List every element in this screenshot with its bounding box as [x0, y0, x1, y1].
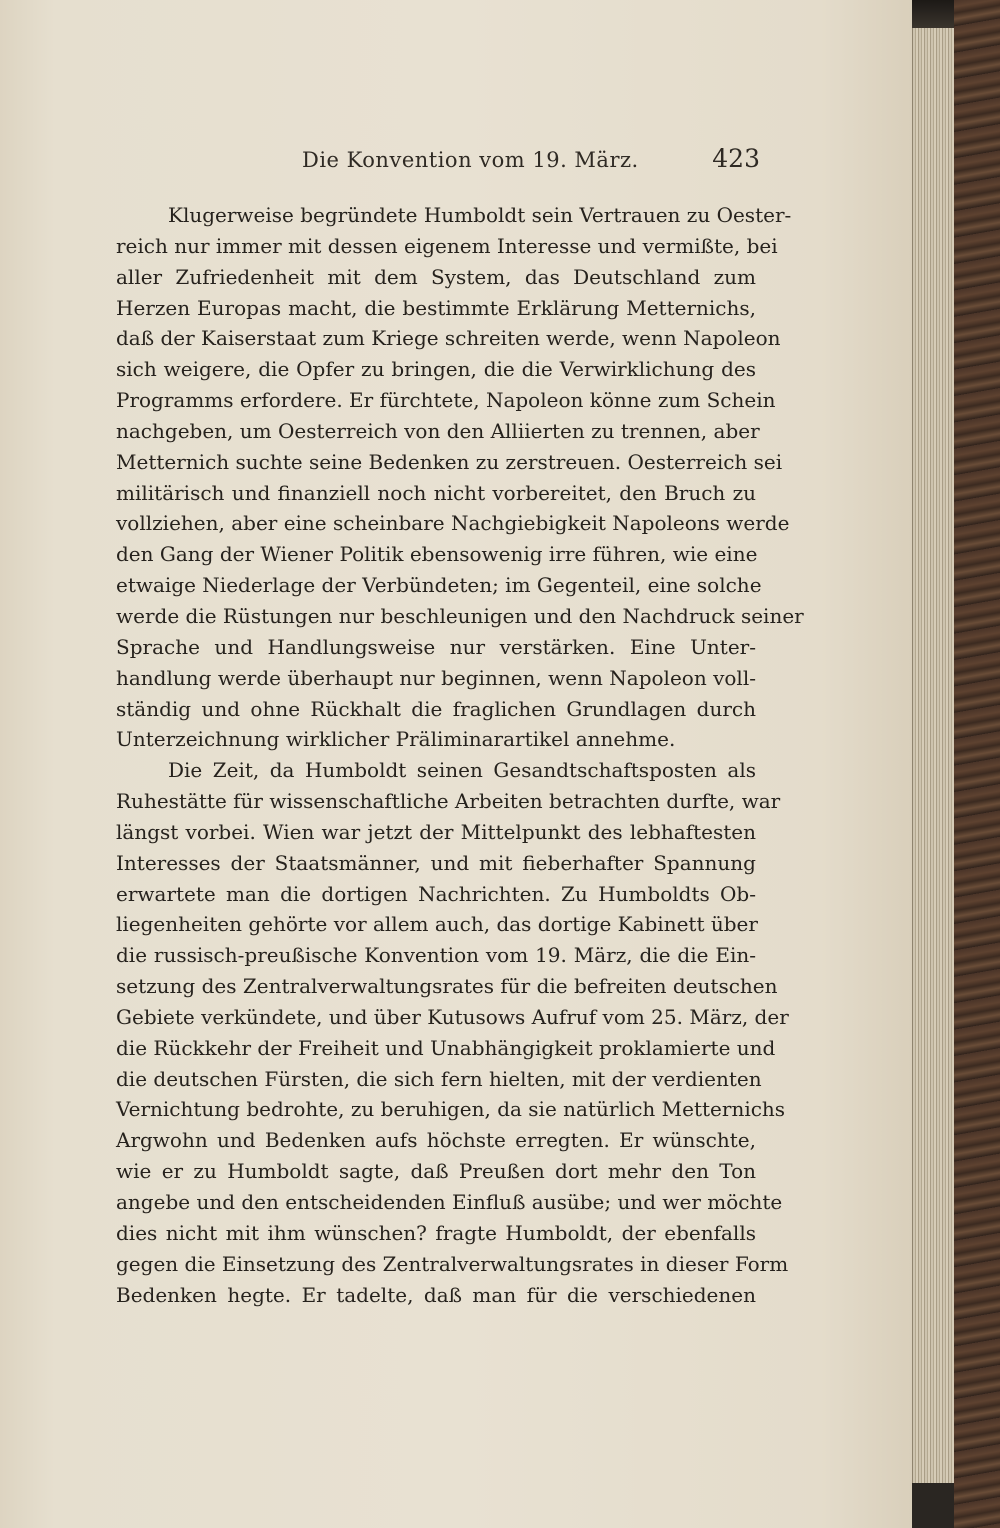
text-line: den Gang der Wiener Politik ebensowenig irre führen, wie eine	[116, 542, 758, 567]
body-text	[116, 200, 804, 1310]
paragraph	[116, 755, 789, 1310]
text-line: Argwohn und Bedenken aufs höchste erregten. Er wünschte,	[116, 1128, 756, 1153]
text-line: längst vorbei. Wien war jetzt der Mittelpunkt des lebhaftesten	[116, 819, 756, 844]
text-line: dies nicht mit ihm wünschen? fragte Humboldt, der ebenfalls	[116, 1220, 756, 1245]
text-line: aller Zufriedenheit mit dem System, das Deutschland zum	[116, 264, 756, 289]
text-line: Bedenken hegte. Er tadelte, daß man für die verschiedenen	[116, 1282, 756, 1307]
text-line: wie er zu Humboldt sagte, daß Preußen dort mehr den Ton	[116, 1159, 756, 1184]
text-line: Gebiete verkündete, und über Kutusows Aufruf vom 25. März, der	[116, 1004, 789, 1029]
text-line: gegen die Einsetzung des Zentralverwaltungsrates in dieser Form	[116, 1251, 789, 1276]
text-line: Klugerweise begründete Humboldt sein Vertrauen zu Oester-	[168, 203, 792, 227]
running-title: Die Konvention vom 19. März.	[302, 148, 639, 172]
text-line: angebe und den entscheidenden Einfluß ausübe; und wer möchte	[116, 1190, 783, 1214]
text-line: die Rückkehr der Freiheit und Unabhängigkeit proklamierte und	[116, 1035, 776, 1060]
text-line: nachgeben, um Oesterreich von den Alliierten zu trennen, aber	[116, 418, 760, 443]
paragraph	[116, 200, 804, 755]
text-line: setzung des Zentralverwaltungsrates für die befreiten deutschen	[116, 974, 778, 999]
text-line: ständig und ohne Rückhalt die fraglichen Grundlagen durch	[116, 696, 756, 721]
text-line: Sprache und Handlungsweise nur verstärken. Eine Unter-	[116, 634, 756, 659]
text-line: Ruhestätte für wissenschaftliche Arbeiten betrachten durfte, war	[116, 789, 781, 814]
text-line: Herzen Europas macht, die bestimmte Erklärung Metternichs,	[116, 295, 756, 320]
text-line: reich nur immer mit dessen eigenem Interesse und vermißte, bei	[116, 233, 778, 258]
text-line: Vernichtung bedrohte, zu beruhigen, da sie natürlich Metternichs	[116, 1097, 786, 1122]
text-line: vollziehen, aber eine scheinbare Nachgiebigkeit Napoleons werde	[116, 511, 790, 536]
text-line: handlung werde überhaupt nur beginnen, wenn Napoleon voll-	[116, 665, 756, 690]
text-line: sich weigere, die Opfer zu bringen, die die Verwirklichung des	[116, 357, 756, 382]
text-line: militärisch und finanziell noch nicht vorbereitet, den Bruch zu	[116, 480, 756, 505]
text-line: die deutschen Fürsten, die sich fern hielten, mit der verdienten	[116, 1066, 762, 1091]
text-line: Die Zeit, da Humboldt seinen Gesandtschaftsposten als	[168, 758, 756, 783]
text-line: etwaige Niederlage der Verbündeten; im Gegenteil, eine solche	[116, 573, 762, 598]
text-line: liegenheiten gehörte vor allem auch, das dortige Kabinett über	[116, 912, 758, 937]
text-line: werde die Rüstungen nur beschleunigen und den Nachdruck seiner	[116, 603, 804, 628]
text-line: Programms erfordere. Er fürchtete, Napoleon könne zum Schein	[116, 388, 776, 413]
page-edges	[912, 28, 955, 1483]
text-line: Interesses der Staatsmänner, und mit fieberhafter Spannung	[116, 850, 756, 875]
text-line: Metternich suchte seine Bedenken zu zerstreuen. Oesterreich sei	[116, 449, 783, 474]
text-line: die russisch-preußische Konvention vom 19. März, die die Ein-	[116, 943, 756, 968]
book-cover-edge	[954, 0, 1000, 1528]
text-line: erwartete man die dortigen Nachrichten. Zu Humboldts Ob-	[116, 881, 756, 906]
text-line: daß der Kaiserstaat zum Kriege schreiten werde, wenn Napoleon	[116, 326, 781, 351]
text-line: Unterzeichnung wirklicher Präliminarartikel annehme.	[116, 727, 676, 752]
page-header	[110, 140, 760, 184]
page-number: 423	[712, 144, 760, 173]
